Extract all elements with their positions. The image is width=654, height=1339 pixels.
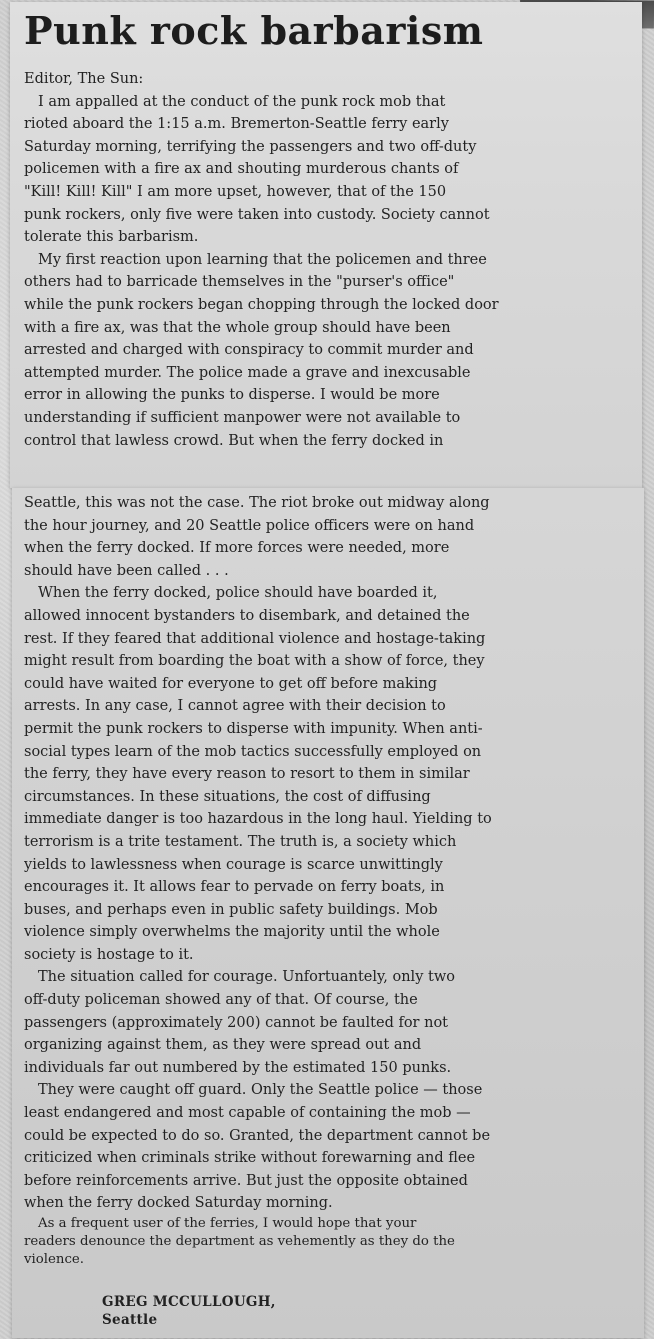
text-line: encourages it. It allows fear to pervade on ferry boats, in (24, 879, 445, 896)
text-line: social types learn of the mob tactics successfully employed on (24, 743, 482, 760)
closing-paragraph (24, 1215, 628, 1269)
text-line: error in allowing the punks to disperse. I would be more (24, 387, 440, 404)
text-line: readers denounce the department as vehemently as they do the (24, 1234, 455, 1249)
text-line: As a frequent user of the ferries, I would hope that your (38, 1216, 417, 1231)
signature (102, 1293, 276, 1329)
text-line: when the ferry docked. If more forces were needed, more (24, 540, 450, 557)
letter-lower-body (24, 492, 628, 1269)
text-line: tolerate this barbarism. (24, 229, 199, 246)
text-line: could have waited for everyone to get off before making (24, 675, 438, 692)
text-line: organizing against them, as they were spread out and (24, 1037, 422, 1054)
text-line: I am appalled at the conduct of the punk rock mob that (38, 93, 446, 110)
text-line: rest. If they feared that additional violence and hostage-taking (24, 630, 486, 647)
text-line: The situation called for courage. Unfortuantely, only two (38, 969, 455, 986)
letter-upper-body (24, 68, 630, 452)
text-line: could be expected to do so. Granted, the department cannot be (24, 1127, 491, 1144)
text-line: the hour journey, and 20 Seattle police officers were on hand (24, 517, 475, 534)
text-line: when the ferry docked Saturday morning. (24, 1195, 333, 1212)
text-line: "Kill! Kill! Kill" I am more upset, however, that of the 150 (24, 183, 447, 200)
text-line: society is hostage to it. (24, 946, 194, 963)
text-line: criticized when criminals strike without forewarning and flee (24, 1150, 476, 1167)
text-line: Saturday morning, terrifying the passengers and two off-duty (24, 138, 477, 155)
text-line: buses, and perhaps even in public safety buildings. Mob (24, 901, 438, 918)
text-line: individuals far out numbered by the estimated 150 punks. (24, 1059, 452, 1076)
newspaper-clipping (10, 2, 644, 1338)
text-line: least endangered and most capable of containing the mob — (24, 1105, 471, 1122)
text-line: yields to lawlessness when courage is scarce unwittingly (24, 856, 443, 873)
text-line: They were caught off guard. Only the Seattle police — those (38, 1082, 483, 1099)
text-line: violence. (24, 1252, 84, 1267)
text-line: circumstances. In these situations, the cost of diffusing (24, 788, 431, 805)
text-line: My first reaction upon learning that the policemen and three (38, 251, 487, 268)
text-line: punk rockers, only five were taken into custody. Society cannot (24, 206, 490, 223)
text-line: understanding if sufficient manpower were not available to (24, 409, 461, 426)
text-line: with a fire ax, was that the whole group should have been (24, 319, 451, 336)
text-line: terrorism is a trite testament. The truth is, a society which (24, 833, 457, 850)
signature-name: GREG MCCULLOUGH, (102, 1294, 276, 1310)
text-line: the ferry, they have every reason to resort to them in similar (24, 766, 470, 783)
text-line: before reinforcements arrive. But just the opposite obtained (24, 1172, 468, 1189)
text-line: immediate danger is too hazardous in the long haul. Yielding to (24, 811, 492, 828)
text-line: When the ferry docked, police should have boarded it, (38, 585, 438, 602)
text-line: violence simply overwhelms the majority until the whole (24, 924, 440, 941)
text-line: passengers (approximately 200) cannot be faulted for not (24, 1014, 448, 1031)
text-line: control that lawless crowd. But when the ferry docked in (24, 432, 444, 449)
text-line: off-duty policeman showed any of that. Of course, the (24, 992, 418, 1009)
text-line: Seattle, this was not the case. The riot broke out midway along (24, 495, 490, 511)
text-line: while the punk rockers began chopping through the locked door (24, 296, 499, 313)
editor-line: Editor, The Sun: (24, 71, 144, 87)
text-line: should have been called . . . (24, 562, 229, 579)
text-line: might result from boarding the boat with a show of force, they (24, 653, 485, 670)
headline: Punk rock barbarism (24, 8, 484, 53)
text-line: policemen with a fire ax and shouting murderous chants of (24, 161, 459, 178)
text-line: allowed innocent bystanders to disembark, and detained the (24, 607, 470, 624)
text-line: others had to barricade themselves in the "purser's office" (24, 274, 455, 291)
text-line: permit the punk rockers to disperse with impunity. When anti- (24, 720, 483, 737)
clipping-upper-segment (10, 2, 642, 488)
signature-city: Seattle (102, 1312, 158, 1328)
text-line: arrests. In any case, I cannot agree with their decision to (24, 698, 446, 715)
text-line: arrested and charged with conspiracy to commit murder and (24, 342, 474, 359)
text-line: attempted murder. The police made a grave and inexcusable (24, 364, 471, 381)
text-line: rioted aboard the 1:15 a.m. Bremerton-Seattle ferry early (24, 116, 449, 133)
